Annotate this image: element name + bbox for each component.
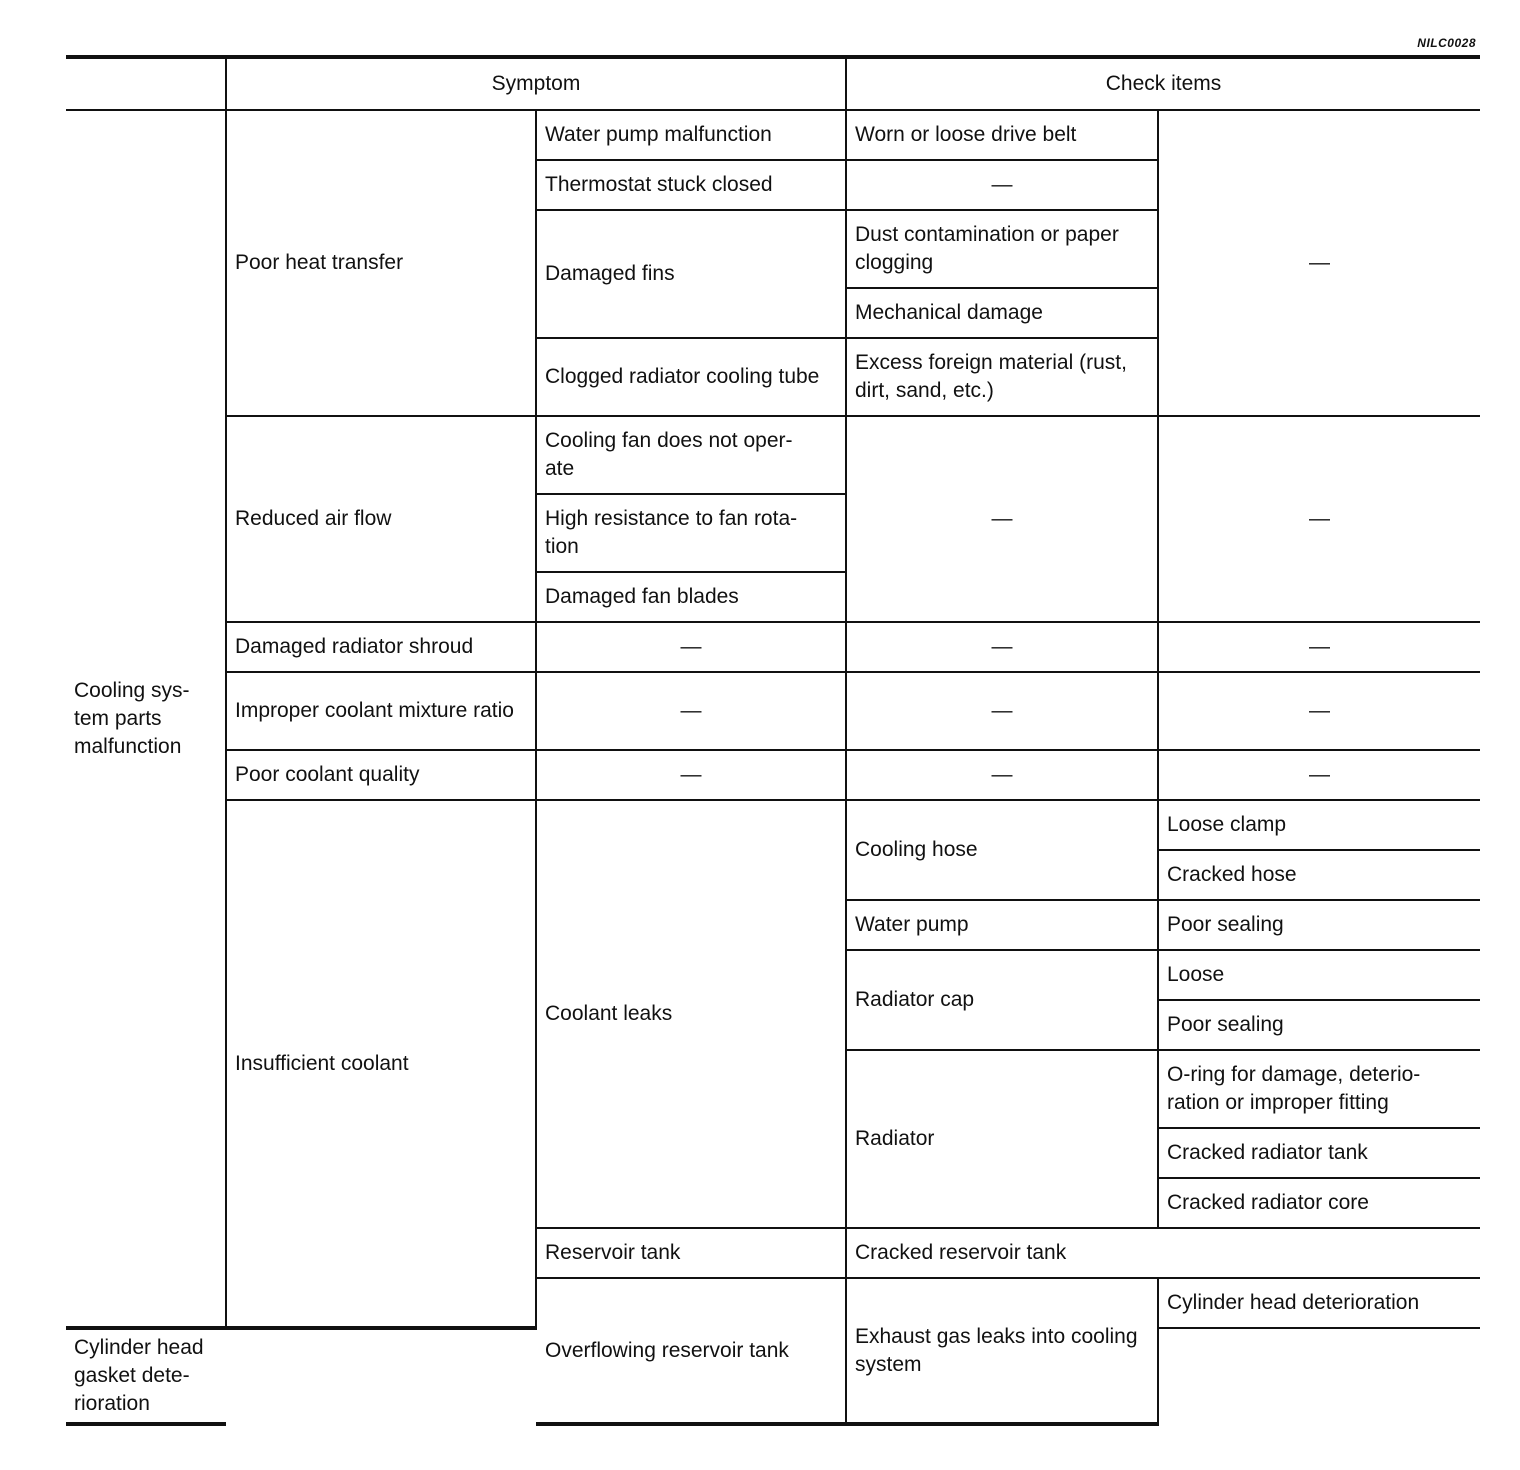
detail-poor-sealing: Poor sealing (1158, 1000, 1480, 1050)
check-dash: — (846, 622, 1158, 672)
check-dash: — (846, 416, 1158, 622)
symptom-poor-coolant-quality: Poor coolant quality (226, 750, 536, 800)
cause-dash: — (536, 672, 846, 750)
check-detail-dash: — (1158, 110, 1480, 416)
header-row (66, 57, 1480, 110)
check-dash: — (846, 750, 1158, 800)
detail-cracked-hose: Cracked hose (1158, 850, 1480, 900)
check-exhaust-gas-leaks: Exhaust gas leaks into cooling system (846, 1278, 1158, 1424)
cause-damaged-fins: Damaged fins (536, 210, 846, 338)
header-check-items: Check items (846, 57, 1480, 110)
reference-code: NILC0028 (1417, 36, 1476, 50)
cause-fan-not-operate: Cooling fan does not oper- ate (536, 416, 846, 494)
check-dash: — (846, 672, 1158, 750)
check-excess-foreign-material: Excess foreign material (rust, dirt, sand, etc.) (846, 338, 1158, 416)
check-detail-dash: — (1158, 622, 1480, 672)
detail-cylinder-head-gasket: Cylinder head gasket dete- rioration (66, 1328, 226, 1424)
check-worn-belt: Worn or loose drive belt (846, 110, 1158, 160)
table-row (66, 622, 1480, 672)
symptom-poor-heat-transfer: Poor heat transfer (226, 110, 536, 416)
detail-cylinder-head: Cylinder head deterioration (1158, 1278, 1480, 1328)
cause-dash: — (536, 622, 846, 672)
check-dust-contamination: Dust contamination or paper clogging (846, 210, 1158, 288)
cause-clogged-tube: Clogged radiator cooling tube (536, 338, 846, 416)
detail-poor-sealing: Poor sealing (1158, 900, 1480, 950)
cause-overflowing-reservoir: Overflowing reservoir tank (536, 1278, 846, 1424)
check-cooling-hose: Cooling hose (846, 800, 1158, 900)
table-row (66, 800, 1480, 850)
check-radiator: Radiator (846, 1050, 1158, 1228)
diagnosis-table (66, 55, 1480, 1426)
check-detail-dash: — (1158, 750, 1480, 800)
detail-cracked-radiator-tank: Cracked radiator tank (1158, 1128, 1480, 1178)
cause-coolant-leaks: Coolant leaks (536, 800, 846, 1228)
detail-cracked-reservoir-tank: Cracked reservoir tank (846, 1228, 1158, 1278)
header-symptom: Symptom (226, 57, 846, 110)
cause-damaged-fan-blades: Damaged fan blades (536, 572, 846, 622)
symptom-insufficient-coolant: Insufficient coolant (226, 800, 536, 1328)
cause-water-pump-malfunction: Water pump malfunction (536, 110, 846, 160)
check-mechanical-damage: Mechanical damage (846, 288, 1158, 338)
detail-o-ring: O-ring for damage, deterio- ration or improper fitting (1158, 1050, 1480, 1128)
cause-high-resistance: High resistance to fan rota- tion (536, 494, 846, 572)
symptom-reduced-air-flow: Reduced air flow (226, 416, 536, 622)
header-blank (66, 57, 226, 110)
symptom-improper-mixture: Improper coolant mixture ratio (226, 672, 536, 750)
category-cell: Cooling sys- tem parts malfunction (66, 110, 226, 1328)
cause-thermostat-stuck: Thermostat stuck closed (536, 160, 846, 210)
detail-loose: Loose (1158, 950, 1480, 1000)
check-radiator-cap: Radiator cap (846, 950, 1158, 1050)
detail-loose-clamp: Loose clamp (1158, 800, 1480, 850)
check-water-pump: Water pump (846, 900, 1158, 950)
check-reservoir-tank: Reservoir tank (536, 1228, 846, 1278)
table-row (66, 672, 1480, 750)
table-row (66, 416, 1480, 494)
symptom-damaged-shroud: Damaged radiator shroud (226, 622, 536, 672)
cause-dash: — (536, 750, 846, 800)
table-row (66, 750, 1480, 800)
check-dash: — (846, 160, 1158, 210)
table-row (66, 110, 1480, 160)
check-detail-dash: — (1158, 672, 1480, 750)
detail-cracked-radiator-core: Cracked radiator core (1158, 1178, 1480, 1228)
check-detail-dash: — (1158, 416, 1480, 622)
